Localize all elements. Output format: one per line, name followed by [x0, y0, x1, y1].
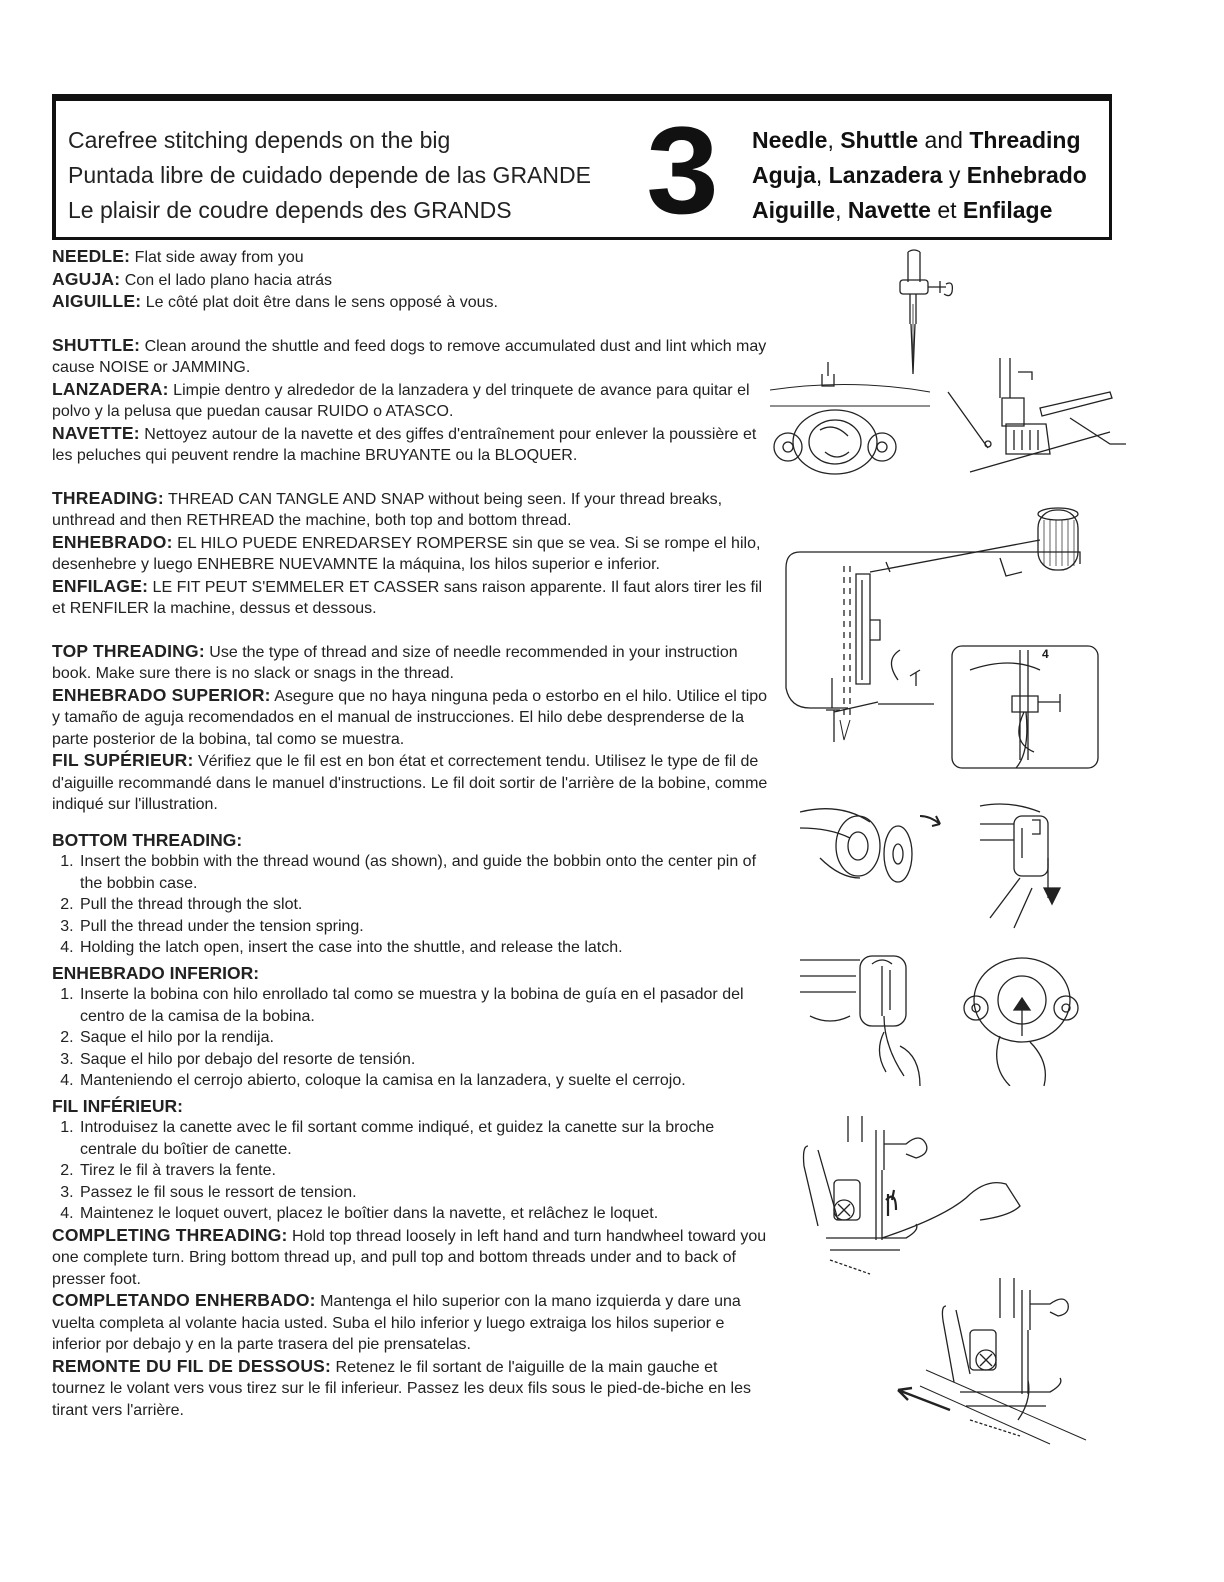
- step-item: 3. Passez le fil sous le ressort de tension.: [78, 1182, 772, 1204]
- chapter-title: [752, 123, 1087, 228]
- paragraph-label: THREADING:: [52, 487, 164, 508]
- instruction-paragraph: [52, 1356, 772, 1422]
- chapter-title-word: and: [918, 127, 970, 153]
- tagline-en: Carefree stitching depends on the big: [68, 127, 451, 153]
- step-item: 1. Insert the bobbin with the thread wound (as shown), and guide the bobbin onto the center pin of the bobbin case.: [78, 851, 772, 894]
- paragraph-label: SHUTTLE:: [52, 334, 141, 355]
- instruction-paragraph: [52, 532, 772, 576]
- step-item: 4. Manteniendo el cerrojo abierto, coloque la camisa en la lanzadera, y suelte el cerrojo.: [78, 1070, 772, 1092]
- chapter-title-word: Lanzadera: [828, 162, 943, 188]
- paragraph-label: NEEDLE:: [52, 246, 131, 266]
- paragraph-label: AGUJA:: [52, 268, 121, 289]
- chapter-title-word: y: [942, 162, 967, 188]
- instruction-paragraph: [52, 423, 772, 467]
- completing-threading-illustration-1: [790, 1110, 1030, 1290]
- chapter-title-word: ,: [835, 197, 848, 223]
- paragraph-text: Mantenga el hilo superior con la mano izquierda y dare una vuelta completa al volante hacia usted. Suba el hilo inferior y luego extraiga los hilos superior e inferior por debajo y en la parte trasera del pie prensatelas.: [52, 1293, 741, 1353]
- instruction-paragraph: [52, 379, 772, 423]
- step-item: 4. Holding the latch open, insert the case into the shuttle, and release the latch.: [78, 937, 772, 959]
- paragraph-label: ENHEBRADO:: [52, 531, 173, 552]
- chapter-title-word: Enhebrado: [966, 162, 1087, 188]
- paragraph-label: ENFILAGE:: [52, 575, 149, 596]
- paragraph-text: THREAD CAN TANGLE AND SNAP without being seen. If your thread breaks, unthread and then RETHREAD the machine, both top and bottom thread.: [52, 490, 723, 529]
- bobbin-insert-illustration: [800, 798, 1090, 938]
- paragraph-text: Use the type of thread and size of needle recommended in your instruction book. Make sure there is no slack or snags in the thread.: [52, 643, 738, 682]
- instruction-paragraph: [52, 685, 772, 751]
- paragraph-label: AIGUILLE:: [52, 291, 142, 311]
- chapter-title-word: Threading: [969, 127, 1081, 153]
- paragraph-text: Con el lado plano hacia atrás: [120, 271, 332, 289]
- paragraph-label: REMONTE DU FIL DE DESSOUS:: [52, 1355, 332, 1376]
- chapter-title-line: [752, 158, 1087, 193]
- paragraph-text: Retenez le fil sortant de l'aiguille de la main gauche et tournez le volant vers vous tirez sur le fil inferieur. Passez les deux fils sous le pied-de-biche en les tirant vers l'arrière.: [52, 1358, 752, 1419]
- paragraph-text: Limpie dentro y alrededor de la lanzadera y del trinquete de avance para quitar el polvo y la pelusa que puedan causar RUIDO o ATASCO.: [52, 381, 750, 420]
- section-title: FIL INFÉRIEUR:: [52, 1095, 183, 1116]
- instruction-paragraph: [52, 1290, 772, 1356]
- paragraph-text: Nettoyez autour de la navette et des giffes d'entraînement pour enlever la poussière et les peluches qui peuvent rendre la machine BRUYANTE ou la BLOQUER.: [52, 425, 757, 464]
- step-item: 2. Pull the thread through the slot.: [78, 894, 772, 916]
- instruction-paragraph: [52, 291, 772, 314]
- instruction-paragraph: [52, 576, 772, 620]
- paragraph-text: Vérifiez que le fil est en bon état et correctement tendu. Utilisez le type de fil de d'aiguille recommandé dans le manuel d'instructions. Le fil doit sortir de l'arrière de la bobine, comme indiqué sur l'illustration.: [52, 753, 768, 813]
- paragraph-text: EL HILO PUEDE ENREDARSEY ROMPERSE sin que se vea. Si se rompe el hilo, desenhebre y luego ENHEBRE NUEVAMNTE la máquina, los hilos superior e inferior.: [52, 534, 761, 573]
- chapter-title-word: et: [930, 197, 963, 223]
- paragraph-label: ENHEBRADO SUPERIOR:: [52, 684, 271, 705]
- step-item: 4. Maintenez le loquet ouvert, placez le boîtier dans la navette, et relâchez le loquet.: [78, 1203, 772, 1225]
- header-tagline: [68, 123, 591, 228]
- paragraph-text: Hold top thread loosely in left hand and turn handwheel toward you one complete turn. Bring bottom thread up, and pull top and bottom threads under and to back of presser foot.: [52, 1227, 767, 1288]
- chapter-header: [52, 94, 1112, 240]
- paragraph-label: COMPLETING THREADING:: [52, 1224, 288, 1245]
- paragraph-label: FIL SUPÉRIEUR:: [52, 750, 194, 770]
- step-item: 1. Inserte la bobina con hilo enrollado tal como se muestra y la bobina de guía en el pasador del centro de la camisa de la bobina.: [78, 984, 772, 1027]
- paragraph-text: Asegure que no haya ninguna peda o estorbo en el hilo. Utilice el tipo y tamaño de aguja recomendados en el manual de instrucciones. El hilo debe desprenderse de la parte posterior de la bobina, tal como se muestra.: [52, 687, 768, 748]
- paragraph-text: Le côté plat doit être dans le sens opposé à vous.: [141, 294, 498, 311]
- paragraph-label: TOP THREADING:: [52, 640, 205, 661]
- instructions-text: [52, 246, 772, 1421]
- chapter-title-word: Navette: [847, 197, 931, 223]
- chapter-title-word: Aguja: [752, 162, 816, 188]
- chapter-title-word: Enfilage: [962, 197, 1053, 223]
- chapter-title-word: Needle: [752, 127, 828, 153]
- paragraph-label: LANZADERA:: [52, 378, 169, 399]
- section-gap: [52, 467, 772, 488]
- step-item: 2. Tirez le fil à travers la fente.: [78, 1160, 772, 1182]
- step-item: 1. Introduisez la canette avec le fil sortant comme indiqué, et guidez la canette sur la broche centrale du boîtier de canette.: [78, 1117, 772, 1160]
- chapter-title-word: ,: [827, 127, 841, 153]
- step-item: 3. Saque el hilo por debajo del resorte de tensión.: [78, 1049, 772, 1071]
- step-list: [52, 984, 772, 1092]
- chapter-title-word: Aiguille: [752, 197, 836, 223]
- instruction-paragraph: [52, 488, 772, 532]
- top-threading-inset-label: 4: [1042, 647, 1049, 661]
- instruction-paragraph: [52, 750, 772, 816]
- step-list: [52, 1117, 772, 1225]
- instruction-paragraph: [52, 269, 772, 292]
- instruction-paragraph: [52, 1225, 772, 1291]
- chapter-title-word: ,: [815, 162, 829, 188]
- tagline-fr: Le plaisir de coudre depends des GRANDS: [68, 197, 512, 223]
- instruction-paragraph: [52, 246, 772, 269]
- completing-threading-illustration-2: [890, 1270, 1090, 1450]
- step-item: 3. Pull the thread under the tension spring.: [78, 916, 772, 938]
- instruction-paragraph: [52, 641, 772, 685]
- paragraph-text: Clean around the shuttle and feed dogs to remove accumulated dust and lint which may cause NOISE or JAMMING.: [52, 337, 767, 376]
- bobbin-case-illustration: [800, 946, 1090, 1086]
- paragraph-label: COMPLETANDO ENHERBADO:: [52, 1290, 316, 1310]
- chapter-title-line: [752, 193, 1087, 228]
- shuttle-illustration: [770, 352, 1150, 482]
- top-threading-illustration: [780, 500, 1110, 790]
- paragraph-text: LE FIT PEUT S'EMMELER ET CASSER sans raison apparente. Il faut alors tirer les fil et RENFILER la machine, dessus et dessous.: [52, 578, 763, 617]
- step-item: 2. Saque el hilo por la rendija.: [78, 1027, 772, 1049]
- instruction-paragraph: [52, 335, 772, 379]
- chapter-number: 3: [646, 102, 719, 240]
- chapter-title-word: Shuttle: [840, 127, 919, 153]
- section-title: BOTTOM THREADING:: [52, 829, 243, 850]
- section-gap: [52, 314, 772, 335]
- tagline-es: Puntada libre de cuidado depende de las GRANDE: [68, 162, 591, 188]
- chapter-title-line: [752, 123, 1087, 158]
- paragraph-label: NAVETTE:: [52, 422, 140, 443]
- step-list: [52, 851, 772, 959]
- section-gap: [52, 620, 772, 641]
- paragraph-text: Flat side away from you: [130, 249, 304, 266]
- section-title: ENHEBRADO INFERIOR:: [52, 962, 260, 983]
